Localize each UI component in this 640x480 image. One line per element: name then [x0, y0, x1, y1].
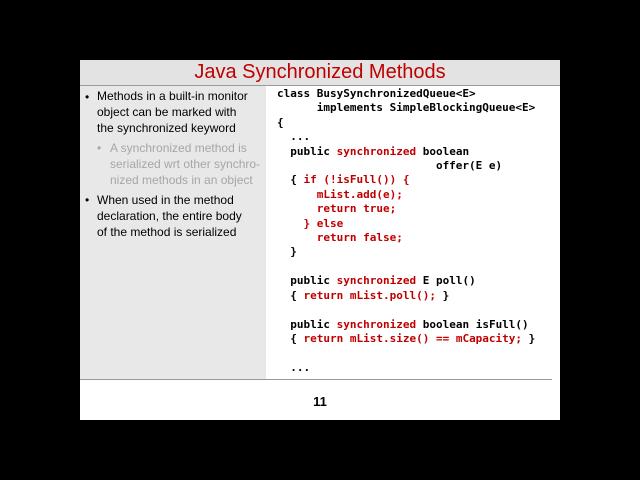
code-highlight: if (!isFull()) {: [303, 173, 410, 187]
code-text: public: [277, 317, 337, 331]
code-text: ...: [277, 130, 311, 144]
code-text: }: [435, 288, 450, 302]
bullet-item: [97, 88, 248, 136]
code-line: [277, 245, 297, 258]
bullet-line: the synchronized keyword: [97, 121, 236, 135]
code-block: [277, 87, 535, 375]
code-highlight: synchronized: [336, 317, 417, 331]
code-text: boolean: [416, 144, 470, 158]
sub-bullet-line: serialized wrt other synchro-: [110, 157, 261, 171]
code-text: }: [522, 331, 536, 345]
slide: [80, 60, 560, 420]
code-text: public: [277, 144, 337, 158]
code-line: [277, 130, 310, 143]
code-highlight: return mList.size() == mCapacity;: [303, 331, 523, 345]
code-line: [277, 159, 502, 172]
code-text: class BusySynchronizedQueue<E>: [277, 87, 476, 100]
bullet-line: of the method is serialized: [97, 225, 237, 239]
code-text: {: [277, 115, 284, 129]
code-line: [277, 274, 476, 287]
code-highlight: mList.add(e);: [277, 187, 403, 201]
code-line: [277, 101, 535, 114]
code-highlight: } else: [277, 216, 344, 230]
code-line: [277, 289, 449, 302]
code-highlight: synchronized: [336, 144, 417, 158]
code-text: ...: [277, 360, 311, 374]
code-highlight: synchronized: [336, 274, 417, 288]
code-text: {: [277, 288, 304, 302]
code-line: [277, 318, 529, 331]
code-text: offer(E e): [277, 159, 503, 173]
code-text: public: [277, 274, 337, 288]
bullet-line: When used in the method: [97, 193, 234, 207]
code-highlight: return mList.poll();: [303, 288, 436, 302]
code-line: [277, 361, 310, 374]
bullet-item: [97, 192, 242, 240]
code-highlight: return false;: [277, 231, 403, 245]
code-line: [277, 116, 284, 129]
code-line: [277, 217, 343, 230]
sub-bullet-item: [110, 140, 260, 188]
code-text: {: [277, 173, 304, 187]
slide-title: Java Synchronized Methods: [194, 61, 446, 83]
code-highlight: return true;: [277, 202, 397, 216]
bullet-line: object can be marked with: [97, 105, 237, 119]
code-line: [277, 202, 396, 215]
title-bar: [80, 60, 560, 85]
code-line: [277, 173, 409, 186]
code-line: [277, 332, 535, 345]
code-line: [277, 87, 476, 100]
sub-bullet-marker: •: [97, 141, 102, 155]
code-line: [277, 231, 403, 244]
sub-bullet-line: nized methods in an object: [110, 173, 253, 187]
bullet-marker: •: [85, 193, 90, 207]
code-text: {: [277, 331, 304, 345]
code-text: boolean isFull(): [416, 317, 529, 331]
sub-bullet-line: A synchronized method is: [110, 141, 247, 155]
code-line: [277, 188, 403, 201]
code-text: }: [277, 245, 297, 259]
page-number: 11: [313, 394, 327, 409]
footer-divider: [80, 379, 552, 380]
code-text: E poll(): [416, 274, 476, 288]
code-line: [277, 145, 469, 158]
bullet-line: Methods in a built-in monitor: [97, 89, 248, 103]
bullet-marker: •: [85, 90, 90, 104]
code-text: implements SimpleBlockingQueue<E>: [277, 101, 536, 115]
bullet-line: declaration, the entire body: [97, 209, 242, 223]
